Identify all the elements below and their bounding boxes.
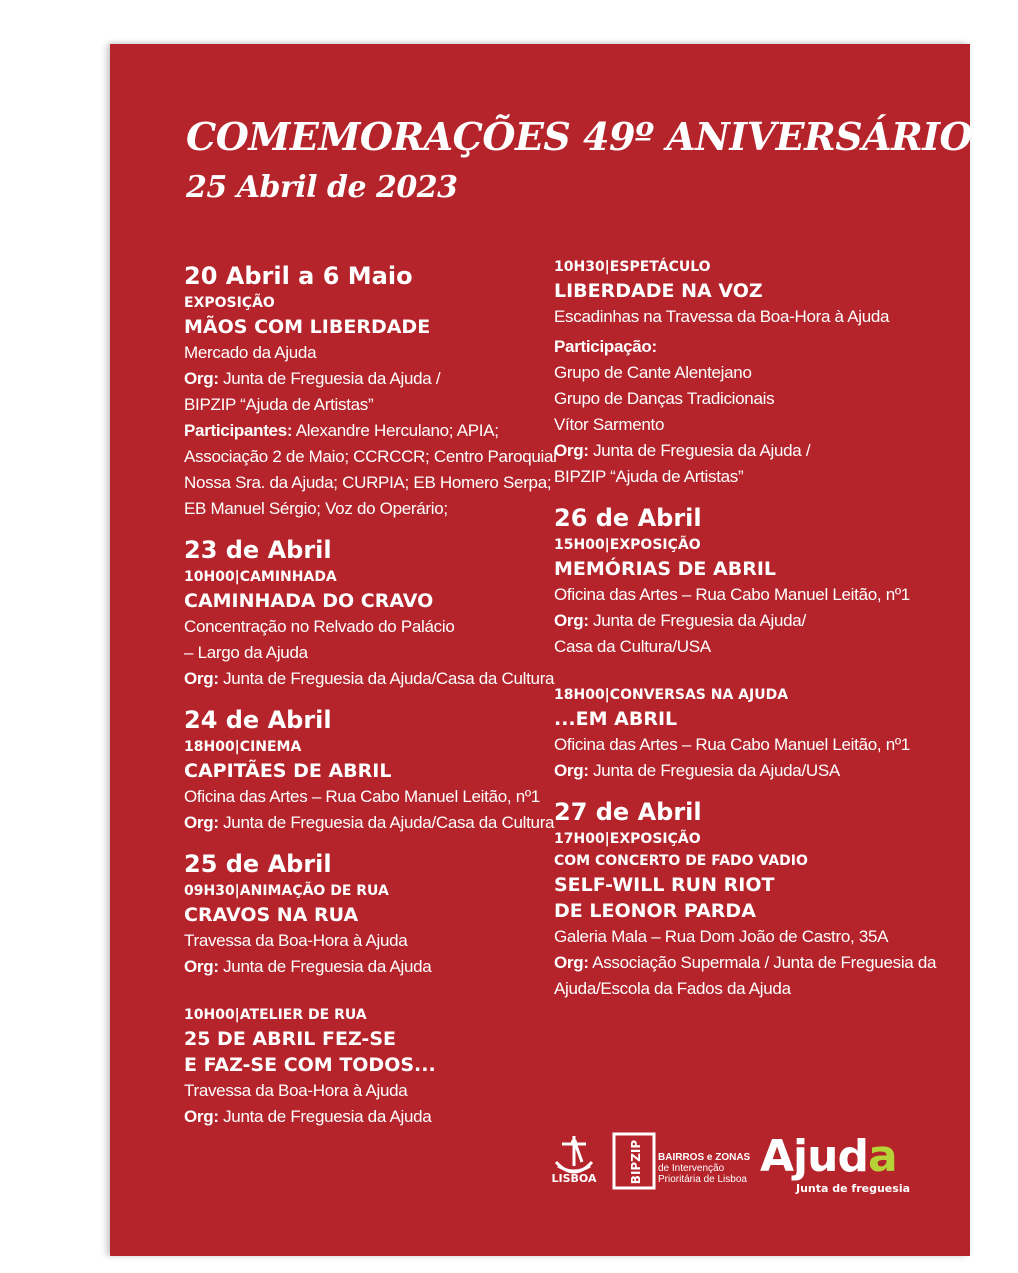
event-kicker: 10H00|ATELIER DE RUA <box>184 1007 367 1023</box>
org-label: Org: <box>184 957 219 976</box>
event-place: Travessa da Boa-Hora à Ajuda <box>184 931 408 950</box>
bairros-line: Prioritária de Lisboa <box>658 1174 747 1185</box>
org-text: Associação Supermala / Junta de Freguesia da <box>588 953 937 972</box>
event-date: 23 de Abril <box>184 536 332 564</box>
event-place: Mercado da Ajuda <box>184 343 317 362</box>
event-title: CRAVOS NA RUA <box>184 904 359 926</box>
event-org <box>554 758 914 784</box>
event-title: SELF-WILL RUN RIOT <box>554 874 775 896</box>
event-block <box>184 704 555 836</box>
org-text: Junta de Freguesia da Ajuda/Casa da Cultura <box>218 813 555 832</box>
event-title: LIBERDADE NA VOZ <box>554 280 763 302</box>
bipzip-logo <box>612 1132 656 1190</box>
event-org <box>554 608 914 634</box>
event-block <box>554 256 914 490</box>
org-label: Org: <box>184 813 219 832</box>
org-label: Org: <box>554 441 589 460</box>
event-place: Concentração no Relvado do Palácio <box>184 617 455 636</box>
event-org-cont: Casa da Cultura/USA <box>554 637 711 656</box>
ajuda-logo-letter: a <box>867 1131 897 1182</box>
org-label: Org: <box>184 369 219 388</box>
org-label: Org: <box>554 953 589 972</box>
bipzip-logo-text: BIPZIP <box>629 1139 643 1185</box>
poster <box>110 44 973 1256</box>
lisboa-logo-text: LISBOA <box>551 1172 597 1185</box>
sponsor-logos <box>548 1124 948 1204</box>
org-text: Junta de Freguesia da Ajuda/ <box>588 611 806 630</box>
org-text: Junta de Freguesia da Ajuda/USA <box>588 761 840 780</box>
org-text: Junta de Freguesia da Ajuda / <box>218 369 441 388</box>
bairros-line: BAIRROS e ZONAS <box>658 1152 751 1163</box>
event-participants <box>184 418 544 444</box>
poster-title: COMEMORAÇÕES 49º ANIVERSÁRIO <box>186 114 973 159</box>
event-participants-cont: Associação 2 de Maio; CCRCCR; Centro Paroquial <box>184 447 557 466</box>
participant: Grupo de Danças Tradicionais <box>554 389 775 408</box>
event-kicker: 10H30|ESPETÁCULO <box>554 259 711 275</box>
event-place: Oficina das Artes – Rua Cabo Manuel Leitão, nº1 <box>554 585 910 604</box>
event-block <box>184 848 544 980</box>
right-column <box>554 256 937 1002</box>
event-place: Travessa da Boa-Hora à Ajuda <box>184 1081 408 1100</box>
event-block <box>554 684 914 784</box>
event-date: 27 de Abril <box>554 798 702 826</box>
left-column <box>184 252 557 1130</box>
event-title: MÃOS COM LIBERDADE <box>184 316 431 338</box>
org-text: Junta de Freguesia da Ajuda / <box>588 441 811 460</box>
org-label: Org: <box>184 669 219 688</box>
participants-label: Participantes: <box>184 421 293 440</box>
event-date: 25 de Abril <box>184 850 332 878</box>
event-place: Oficina das Artes – Rua Cabo Manuel Leitão, nº1 <box>554 735 910 754</box>
event-block <box>184 1004 544 1130</box>
event-title: CAMINHADA DO CRAVO <box>184 590 434 612</box>
event-org <box>184 954 544 980</box>
participant: Vítor Sarmento <box>554 415 665 434</box>
event-kicker: 18H00|CONVERSAS NA AJUDA <box>554 687 789 703</box>
ajuda-logo-text: Ajud <box>760 1131 868 1182</box>
event-title-cont: DE LEONOR PARDA <box>554 900 756 922</box>
event-org <box>554 950 937 976</box>
event-title: 25 DE ABRIL FEZ-SE <box>184 1028 396 1050</box>
bairros-line: de Intervenção <box>658 1163 725 1174</box>
participant: Grupo de Cante Alentejano <box>554 363 752 382</box>
event-block <box>554 796 937 1002</box>
event-participants-cont: EB Manuel Sérgio; Voz do Operário; <box>184 499 448 518</box>
event-title: MEMÓRIAS DE ABRIL <box>554 558 777 580</box>
org-label: Org: <box>184 1107 219 1126</box>
event-title-cont: E FAZ-SE COM TODOS... <box>184 1054 436 1076</box>
event-kicker: 09H30|ANIMAÇÃO DE RUA <box>184 883 389 899</box>
bairros-text <box>658 1152 768 1185</box>
event-date: 20 Abril a 6 Maio <box>184 262 413 290</box>
lisboa-crest-icon <box>548 1132 600 1196</box>
event-kicker: 17H00|EXPOSIÇÃO <box>554 831 701 847</box>
event-org <box>184 666 555 692</box>
org-text: Junta de Freguesia da Ajuda <box>218 1107 432 1126</box>
event-date: 26 de Abril <box>554 504 702 532</box>
event-kicker-cont: COM CONCERTO DE FADO VADIO <box>554 853 808 869</box>
participation-label: Participação: <box>554 337 657 356</box>
org-label: Org: <box>554 611 589 630</box>
event-title: CAPITÃES DE ABRIL <box>184 760 392 782</box>
event-place: Oficina das Artes – Rua Cabo Manuel Leitão, nº1 <box>184 787 540 806</box>
poster-subtitle: 25 Abril de 2023 <box>186 170 458 205</box>
event-kicker: EXPOSIÇÃO <box>184 295 275 311</box>
event-org-cont: Ajuda/Escola da Fados da Ajuda <box>554 979 791 998</box>
participants-text: Alexandre Herculano; APIA; <box>292 421 499 440</box>
event-block <box>554 502 914 660</box>
event-org <box>184 1104 544 1130</box>
ajuda-logo <box>760 1132 897 1182</box>
event-date: 24 de Abril <box>184 706 332 734</box>
event-org <box>184 810 555 836</box>
org-text: Junta de Freguesia da Ajuda/Casa da Cultura <box>218 669 555 688</box>
event-participants-cont: Nossa Sra. da Ajuda; CURPIA; EB Homero Serpa; <box>184 473 552 492</box>
event-kicker: 15H00|EXPOSIÇÃO <box>554 537 701 553</box>
event-org-cont: BIPZIP “Ajuda de Artistas” <box>554 467 744 486</box>
org-label: Org: <box>554 761 589 780</box>
event-title: ...EM ABRIL <box>554 708 678 730</box>
event-kicker: 10H00|CAMINHADA <box>184 569 337 585</box>
event-place-cont: – Largo da Ajuda <box>184 643 308 662</box>
event-block <box>184 534 555 692</box>
event-place: Galeria Mala – Rua Dom João de Castro, 35A <box>554 927 889 946</box>
org-text: Junta de Freguesia da Ajuda <box>218 957 432 976</box>
event-block <box>184 260 557 522</box>
ajuda-logo-subtitle: Junta de freguesia <box>796 1182 911 1195</box>
event-org <box>184 366 544 392</box>
event-kicker: 18H00|CINEMA <box>184 739 302 755</box>
event-place: Escadinhas na Travessa da Boa-Hora à Ajuda <box>554 307 890 326</box>
event-org-cont: BIPZIP “Ajuda de Artistas” <box>184 395 374 414</box>
event-org <box>554 438 914 464</box>
event-participation <box>554 334 914 360</box>
